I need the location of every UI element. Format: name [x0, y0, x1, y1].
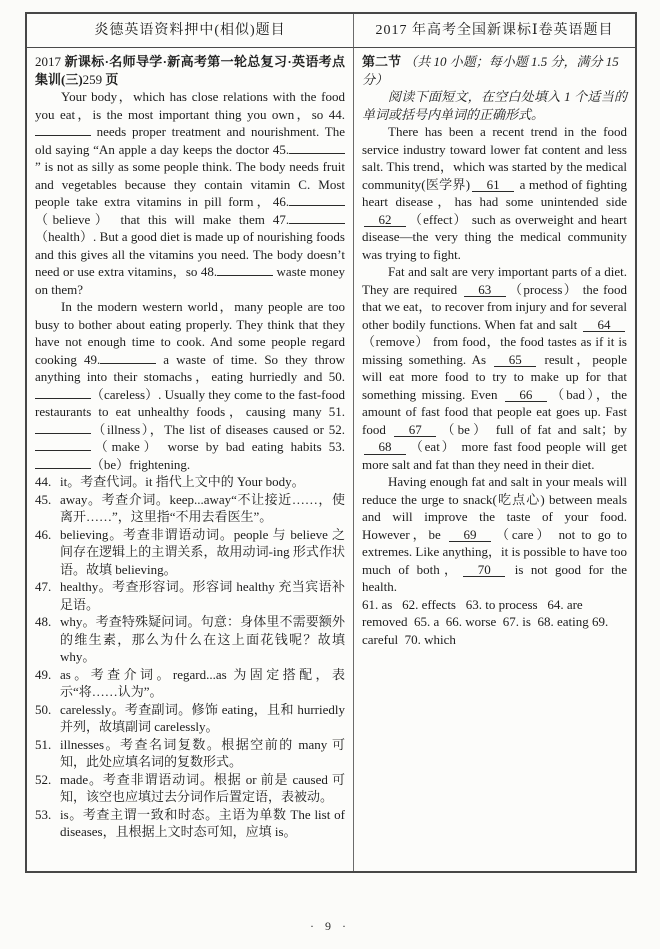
right-title-text: 2017 年高考全国新课标Ⅰ卷英语题目	[375, 22, 614, 38]
answer-item	[35, 491, 345, 526]
passage-paragraph	[362, 123, 627, 263]
passage-paragraph	[362, 263, 627, 473]
text-run: In the modern western world，many people are too busy to bother about eating properly. They think that they have not enough time to cook. And some people regard cooking 49.	[35, 299, 345, 367]
text-run: result，people will eat more food to try to make up for that something missing. Even	[362, 351, 627, 402]
left-column	[27, 48, 354, 871]
answer-number: 50.	[35, 701, 52, 717]
text-run: waste money on them?	[35, 264, 345, 297]
left-title-text: 炎德英语资料押中(相似)题目	[94, 22, 286, 38]
answer-item	[35, 473, 345, 491]
right-column	[354, 48, 635, 871]
answer-text: away。考查介词。keep...away“不让接近……，使离开……”，这里指“不用去看医生”。	[60, 491, 345, 524]
comparison-table	[25, 12, 637, 873]
answer-item	[35, 526, 345, 579]
text-run: ” is not as silly as some people think. The body needs fruit and vegetables because they contain vitamin C. Most people take extra vitamins in pill form，46.	[35, 159, 345, 209]
blank-line	[289, 142, 345, 153]
blank-line	[217, 265, 273, 276]
text-run: Fat and salt are very important parts of a diet. They are required	[362, 264, 627, 297]
numbered-blank: 70	[463, 563, 505, 578]
answer-text: carelessly。考查副词。修饰 eating，且和 hurriedly 并列，故填副词 carelessly。	[60, 701, 345, 734]
answer-number: 49.	[35, 666, 52, 682]
numbered-blank: 67	[394, 423, 436, 438]
numbered-blank: 62	[364, 213, 406, 228]
text-run: （be）frightening.	[90, 456, 191, 472]
section-heading	[362, 53, 627, 88]
answer-text: believing。考查非谓语动词。people 与 believe 之间存在逻辑上的主谓关系，故用动词-ing 形式作状语。故填 believing。	[60, 526, 345, 577]
section-note: （共 10 小题；每小题 1.5 分，满分 15 分）	[362, 54, 619, 87]
blank-line	[35, 387, 91, 398]
instructions: 阅读下面短文，在空白处填入 1 个适当的单词或括号内单词的正确形式。	[362, 89, 627, 122]
text-run: needs proper treatment and nourishment. The old saying “An apple a day keeps the doctor 45.	[35, 124, 345, 157]
answer-item	[35, 771, 345, 806]
header-left-title	[27, 14, 354, 48]
source-line	[35, 53, 345, 88]
answer-item	[35, 806, 345, 841]
text-run: （make） worse by bad eating habits 53.	[90, 439, 345, 454]
answer-item	[35, 666, 345, 701]
answer-number: 52.	[35, 771, 52, 787]
numbered-blank: 64	[583, 318, 625, 333]
blank-line	[35, 125, 91, 136]
answer-text: illnesses。考查名词复数。根据空前的 many 可知，此处应填名词的复数形式。	[60, 736, 345, 769]
text-run: 2017	[35, 54, 65, 69]
text-run: Having enough fat and salt in your meals will reduce the urge to snack(吃点心) between meals and will improve the taste of your food. However，be	[362, 474, 627, 542]
numbered-blank: 61	[472, 178, 514, 193]
header-right-title	[354, 14, 635, 48]
text-run: （effect） such as overweight and heart disease—the very thing the medical community was trying to fight.	[362, 211, 627, 262]
text-run: （health）. But a good diet is made up of nourishing foods and this gives all the vitamins you need. The body doesn’t need or use extra vitamins，so 48.	[35, 229, 345, 279]
answer-key-line: 61. as 62. effects 63. to process 64. are removed 65. a 66. worse 67. is 68. eating 69. careful 70. which	[362, 596, 612, 647]
answer-number: 44.	[35, 474, 52, 489]
text-run: There has been a recent trend in the food service industry toward lower fat content and less salt. This trend，which was started by the medical community(医学界)	[362, 124, 627, 192]
answer-text: healthy。考查形容词。形容词 healthy 充当宾语补足语。	[60, 579, 345, 612]
answer-number: 45.	[35, 491, 52, 507]
passage-paragraph	[35, 298, 345, 473]
text-run: （remove） from food，the food tastes as if it is missing something. As	[362, 334, 627, 367]
answer-text: as。考查介词。regard...as 为固定搭配，表示“将……认为”。	[60, 666, 345, 699]
numbered-blank: 69	[449, 528, 491, 543]
answer-text: made。考查非谓语动词。根据 or 前是 caused 可知，该空也应填过去分词作后置定语，表被动。	[60, 771, 345, 804]
text-run: 页	[105, 71, 119, 87]
text-run: （process） the food that we eat，to recover from injury and for several other bodily functions. When fat and salt	[362, 281, 628, 332]
answer-item	[35, 613, 345, 666]
left-answer-list	[35, 473, 345, 841]
numbered-blank: 66	[505, 388, 547, 403]
answer-text: is。考查主谓一致和时态。主语为单数 The list of diseases，且根据上文时态可知，应填 is。	[60, 806, 345, 839]
text-run: （bad），the amount of fast food that people eat goes up. Fast food	[362, 386, 627, 437]
answer-number: 48.	[35, 614, 52, 629]
right-passage	[362, 123, 627, 596]
text-run: Your body，which has close relations with the food you eat，is the most important thing you own，so 44.	[35, 89, 345, 122]
numbered-blank: 68	[364, 440, 406, 455]
answer-number: 47.	[35, 579, 52, 594]
section-title: 第二节	[362, 54, 402, 69]
answer-item	[35, 736, 345, 771]
answer-number: 51.	[35, 736, 52, 752]
answer-number: 46.	[35, 526, 52, 542]
text-run: 新课标·名师导学·新高考第一轮总复习·英语考点集训(三)	[35, 54, 345, 87]
text-run: is not good for the health.	[362, 561, 628, 594]
text-run: （believe） that this will make them 47.	[35, 211, 290, 227]
blank-line	[289, 212, 345, 223]
numbered-blank: 63	[464, 283, 506, 298]
text-run: （be） full of fat and salt；by	[438, 421, 627, 437]
text-run: （eat） more fast food people will get more salt and fat than they need in their diet.	[362, 439, 627, 472]
text-run: a waste of time. So they throw anything into their stomachs，eating hurriedly and 50.	[35, 351, 345, 384]
text-run: （care） not to go to extremes. Like anything，it is possible to have too much of both，	[362, 526, 628, 577]
blank-line	[35, 422, 91, 433]
answer-item	[35, 701, 345, 736]
text-run: a method of fighting heart disease，has had some unintended side	[362, 176, 627, 209]
text-run: （illness），The list of diseases caused or 52.	[90, 421, 345, 437]
passage-paragraph	[35, 88, 345, 298]
page-number: · 9 ·	[310, 919, 350, 933]
blank-line	[35, 457, 91, 468]
left-passage	[35, 88, 345, 473]
passage-paragraph	[362, 473, 627, 596]
blank-line	[100, 352, 156, 363]
text-run: 259	[82, 71, 106, 87]
numbered-blank: 65	[494, 353, 536, 368]
blank-line	[35, 440, 91, 451]
answer-text: why。考查特殊疑问词。句意：身体里不需要额外的维生素，那么为什么在这上面花钱呢？故填 why。	[60, 614, 345, 664]
text-run: （careless）. Usually they come to the fast-food restaurants to eat unhealthy foods，causing many 51.	[35, 386, 345, 419]
answer-text: it。考查代词。it 指代上文中的 Your body。	[60, 474, 305, 489]
answer-number: 53.	[35, 806, 52, 822]
answer-item	[35, 578, 345, 613]
blank-line	[289, 195, 345, 206]
